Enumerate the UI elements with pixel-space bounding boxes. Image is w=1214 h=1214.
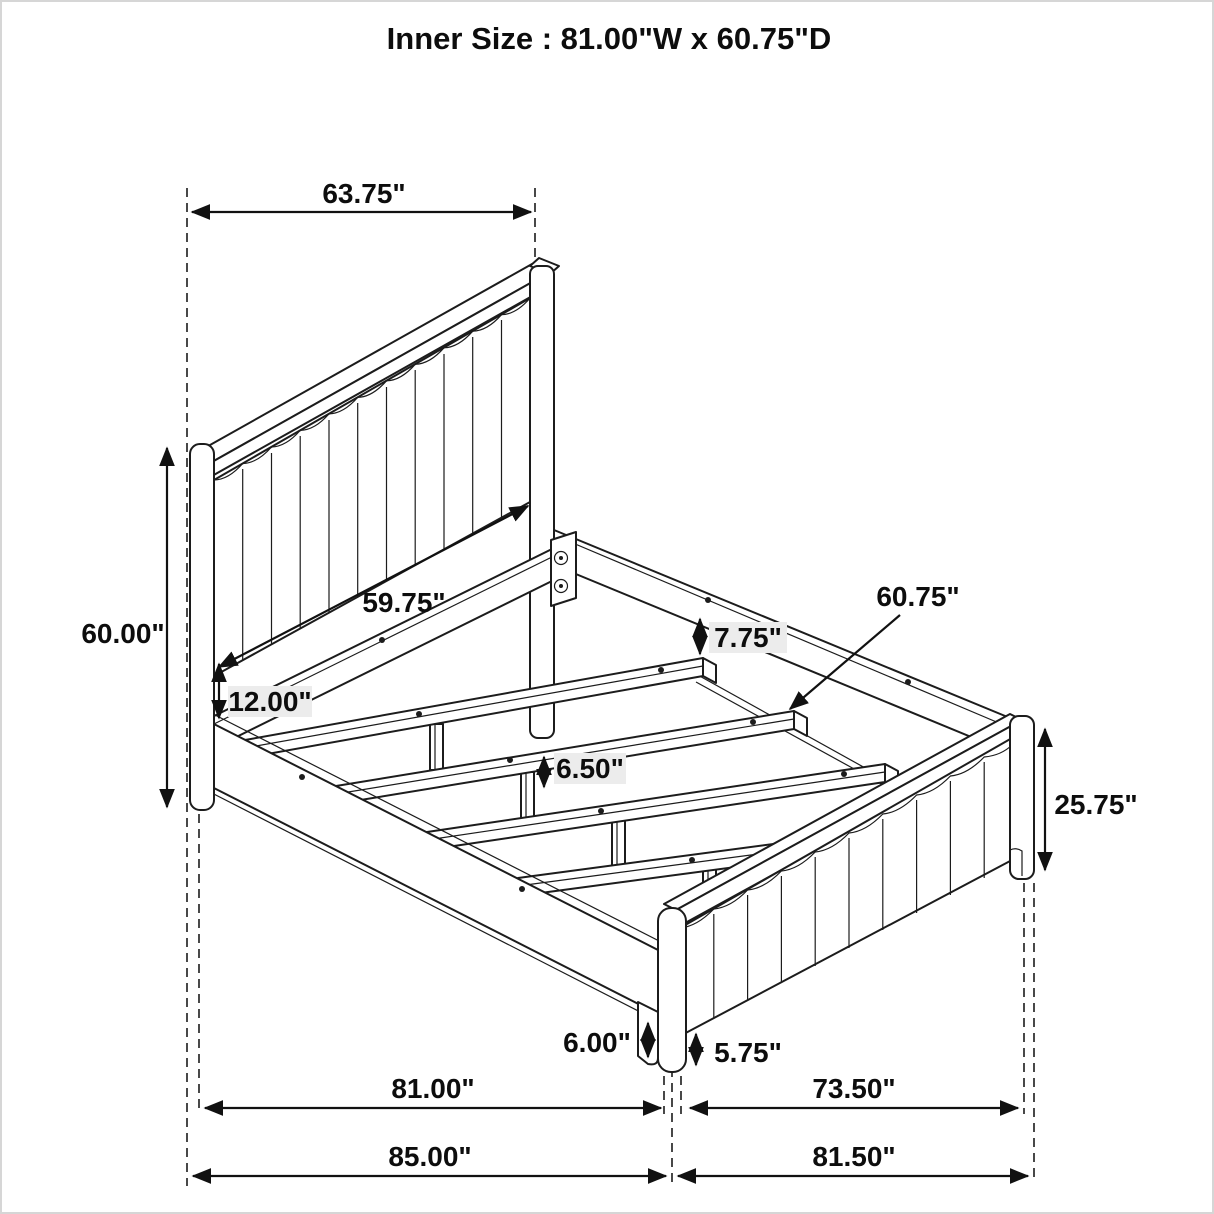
dim-center-leg-height xyxy=(544,753,626,787)
dim-headboard-width-label: 63.75" xyxy=(322,178,406,209)
footboard-front-post xyxy=(658,908,686,1072)
dim-footboard-leg-height-label: 5.75" xyxy=(714,1037,782,1068)
dim-rail-to-slat-height-label: 7.75" xyxy=(714,622,782,653)
headboard-right-post xyxy=(530,266,554,738)
dim-panel-to-rail-gap-label: 12.00" xyxy=(228,686,312,717)
support-leg-2 xyxy=(521,772,534,818)
support-leg-1 xyxy=(430,724,443,770)
dim-inner-width-label: 81.00" xyxy=(391,1073,475,1104)
dim-footboard-width-label: 73.50" xyxy=(812,1073,896,1104)
dim-rail-to-slat-height xyxy=(700,619,787,654)
support-leg-3 xyxy=(612,820,625,866)
dim-headboard-height xyxy=(81,448,167,807)
dim-panel-to-rail-gap xyxy=(219,664,312,718)
bed-drawing xyxy=(190,258,1034,1072)
dim-side-rail-clearance-label: 6.00" xyxy=(563,1027,631,1058)
dim-headboard-panel-width-label: 59.75" xyxy=(362,587,446,618)
headboard-left-post xyxy=(190,444,214,810)
diagram-title: Inner Size : 81.00"W x 60.75"D xyxy=(386,21,832,56)
dim-footboard-height-label: 25.75" xyxy=(1054,789,1138,820)
dim-overall-width xyxy=(193,1141,666,1176)
dim-headboard-height-label: 60.00" xyxy=(81,618,165,649)
dim-headboard-width xyxy=(192,178,531,212)
dim-inner-width xyxy=(205,1073,661,1108)
slat-2-end xyxy=(794,711,807,736)
dim-center-leg-height-label: 6.50" xyxy=(556,753,624,784)
dim-overall-width-label: 85.00" xyxy=(388,1141,472,1172)
footboard xyxy=(658,714,1034,1072)
dim-side-rail-clearance xyxy=(563,1023,648,1058)
diagram-canvas xyxy=(2,2,1214,1214)
dim-footboard-width xyxy=(690,1073,1018,1108)
dim-footboard-leg-height xyxy=(696,1034,782,1068)
dim-slat-depth-label: 60.75" xyxy=(876,581,960,612)
dim-overall-depth xyxy=(678,1141,1028,1176)
dim-overall-depth-label: 81.50" xyxy=(812,1141,896,1172)
dim-footboard-height xyxy=(1045,729,1138,870)
rail-bracket-plate xyxy=(551,532,576,606)
